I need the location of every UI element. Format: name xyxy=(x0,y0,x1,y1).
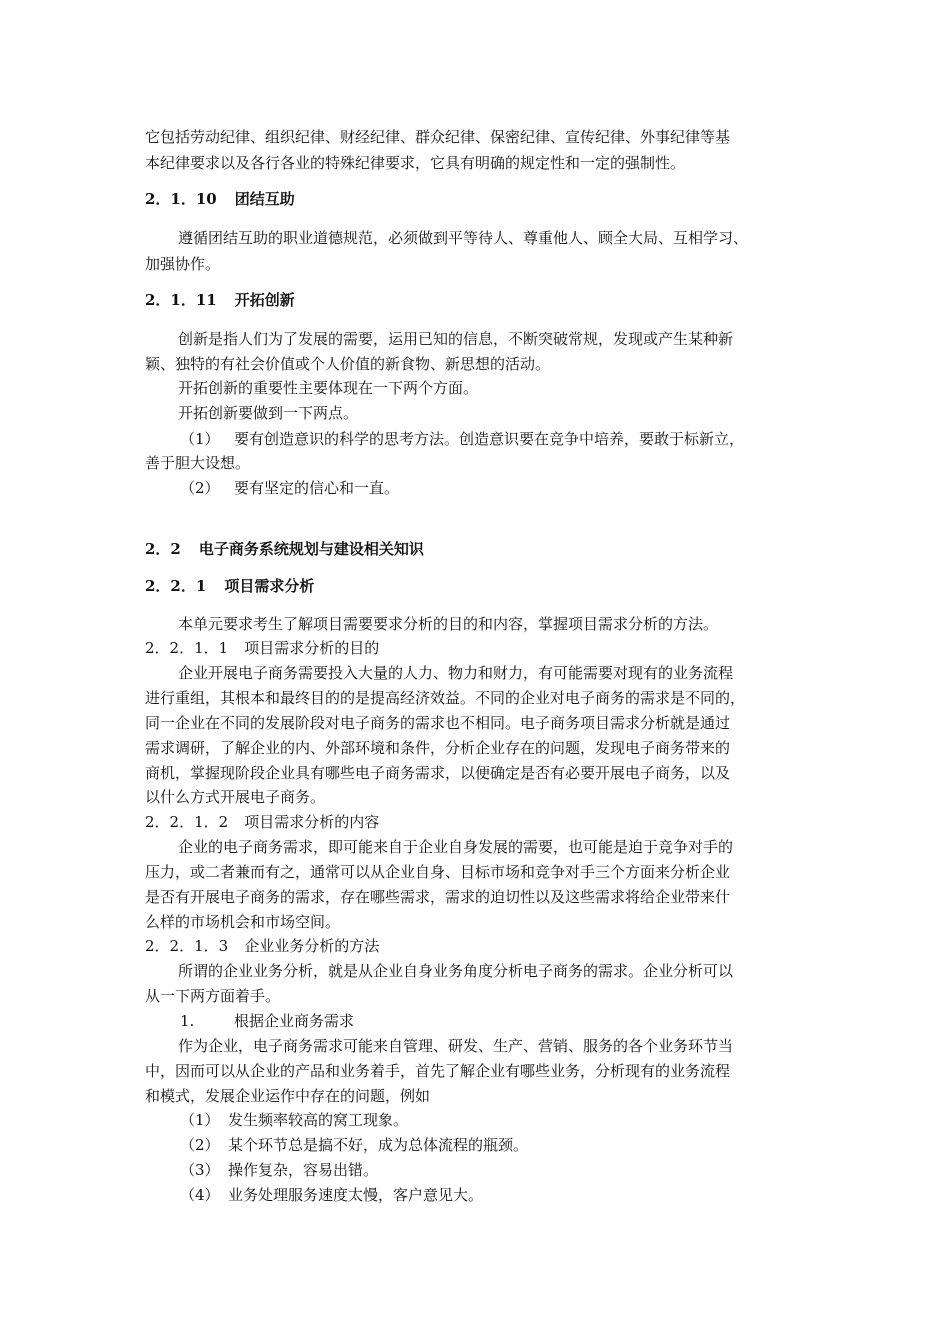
paragraph-line: 开拓创新要做到一下两点。 xyxy=(178,404,359,422)
section-title: 项目需求分析 xyxy=(224,577,315,595)
list-item-number: （3） xyxy=(180,1161,220,1179)
section-title: 企业业务分析的方法 xyxy=(244,937,380,955)
paragraph-line: 颖、独特的有社会价值或个人价值的新食物、新思想的活动。 xyxy=(145,355,551,373)
list-item xyxy=(180,1160,378,1180)
list-item-text: 操作复杂，容易出错。 xyxy=(228,1161,379,1179)
paragraph-line: 商机，掌握现阶段企业具有哪些电子商务需求，以便确定是否有必要开展电子商务，以及 xyxy=(145,764,731,782)
paragraph-line: 同一企业在不同的发展阶段对电子商务的需求也不相同。电子商务项目需求分析就是通过 xyxy=(145,714,731,732)
paragraph-line: 它包括劳动纪律、组织纪律、财经纪律、群众纪律、保密纪律、宣传纪律、外事纪律等基 xyxy=(145,128,731,146)
section-number: 2．1．10 xyxy=(145,190,217,208)
list-item-number: （1） xyxy=(180,1111,220,1129)
list-item-number: （4） xyxy=(180,1186,220,1204)
paragraph-line: 压力，或二者兼而有之，通常可以从企业自身、目标市场和竞争对手三个方面来分析企业 xyxy=(145,863,731,881)
list-item-number: （2） xyxy=(180,1136,220,1154)
paragraph-line: 加强协作。 xyxy=(145,255,221,273)
paragraph-line: 进行重组，其根本和最终目的的是提高经济效益。不同的企业对电子商务的需求是不同的， xyxy=(145,689,746,707)
paragraph-line: 和模式，发展企业运作中存在的问题，例如 xyxy=(145,1087,431,1105)
list-item xyxy=(180,1110,408,1130)
list-item-text: 发生频率较高的窝工现象。 xyxy=(228,1111,409,1129)
section-heading-2-1-11 xyxy=(145,290,295,310)
list-item xyxy=(180,429,744,449)
section-number: 2．2．1．3 xyxy=(145,937,229,955)
paragraph-line: 遵循团结互助的职业道德规范，必须做到平等待人、尊重他人、顾全大局、互相学习、 xyxy=(178,229,749,247)
section-number: 2．2．1．1 xyxy=(145,639,229,657)
section-title: 团结互助 xyxy=(234,190,295,208)
list-item xyxy=(180,1135,528,1155)
paragraph-line: 善于胆大设想。 xyxy=(145,454,251,472)
section-number: 2．2．1 xyxy=(145,577,207,595)
numbered-item-text: 根据企业商务需求 xyxy=(234,1012,355,1030)
paragraph-line: 作为企业，电子商务需求可能来自管理、研发、生产、营销、服务的各个业务环节当 xyxy=(178,1037,734,1055)
paragraph-line: 需求调研，了解企业的内、外部环境和条件，分析企业存在的问题，发现电子商务带来的 xyxy=(145,739,731,757)
paragraph-line: 中，因而可以从企业的产品和业务着手，首先了解企业有哪些业务，分析现有的业务流程 xyxy=(145,1062,731,1080)
list-item-number: （2） xyxy=(180,479,220,497)
paragraph-line: 所谓的企业业务分析，就是从企业自身业务角度分析电子商务的需求。企业分析可以 xyxy=(178,962,734,980)
subsection-heading-2-2-1-3 xyxy=(145,936,379,956)
paragraph-line: 企业开展电子商务需要投入大量的人力、物力和财力，有可能需要对现有的业务流程 xyxy=(178,664,734,682)
section-title: 开拓创新 xyxy=(234,291,295,309)
section-title: 项目需求分析的目的 xyxy=(244,639,380,657)
section-number: 2．2 xyxy=(145,540,181,558)
section-heading-2-1-10 xyxy=(145,189,295,209)
section-number: 2．1．11 xyxy=(145,291,217,309)
section-title: 项目需求分析的内容 xyxy=(244,813,380,831)
paragraph-line: 么样的市场机会和市场空间。 xyxy=(145,913,341,931)
paragraph-line: 本单元要求考生了解项目需要要求分析的目的和内容，掌握项目需求分析的方法。 xyxy=(178,615,719,633)
section-heading-2-2 xyxy=(145,539,424,559)
paragraph-line: 是否有开展电子商务的需求，存在哪些需求，需求的迫切性以及这些需求将给企业带来什 xyxy=(145,888,731,906)
list-item xyxy=(180,478,399,498)
paragraph-line: 开拓创新的重要性主要体现在一下两个方面。 xyxy=(178,379,479,397)
paragraph-line: 本纪律要求以及各行各业的特殊纪律要求，它具有明确的规定性和一定的强制性。 xyxy=(145,154,686,172)
list-item-text: 要有创造意识的科学的思考方法。创造意识要在竞争中培养，要敢于标新立， xyxy=(234,430,745,448)
section-number: 2．2．1．2 xyxy=(145,813,229,831)
list-item-text: 要有坚定的信心和一直。 xyxy=(234,479,400,497)
list-item-text: 业务处理服务速度太慢，客户意见大。 xyxy=(228,1186,484,1204)
section-title: 电子商务系统规划与建设相关知识 xyxy=(198,540,424,558)
numbered-item-number: 1. xyxy=(180,1012,195,1030)
paragraph-line: 企业的电子商务需求，即可能来自于企业自身发展的需要，也可能是迫于竞争对手的 xyxy=(178,838,734,856)
paragraph-line: 从一下两方面着手。 xyxy=(145,987,281,1005)
list-item-text: 某个环节总是搞不好，成为总体流程的瓶颈。 xyxy=(228,1136,529,1154)
paragraph-line: 创新是指人们为了发展的需要，运用已知的信息，不断突破常规，发现或产生某种新 xyxy=(178,330,734,348)
section-heading-2-2-1 xyxy=(145,576,314,596)
numbered-item xyxy=(180,1011,354,1031)
paragraph-line: 以什么方式开展电子商务。 xyxy=(145,788,326,806)
subsection-heading-2-2-1-1 xyxy=(145,638,379,658)
list-item-number: （1） xyxy=(180,430,220,448)
subsection-heading-2-2-1-2 xyxy=(145,812,379,832)
list-item xyxy=(180,1185,483,1205)
